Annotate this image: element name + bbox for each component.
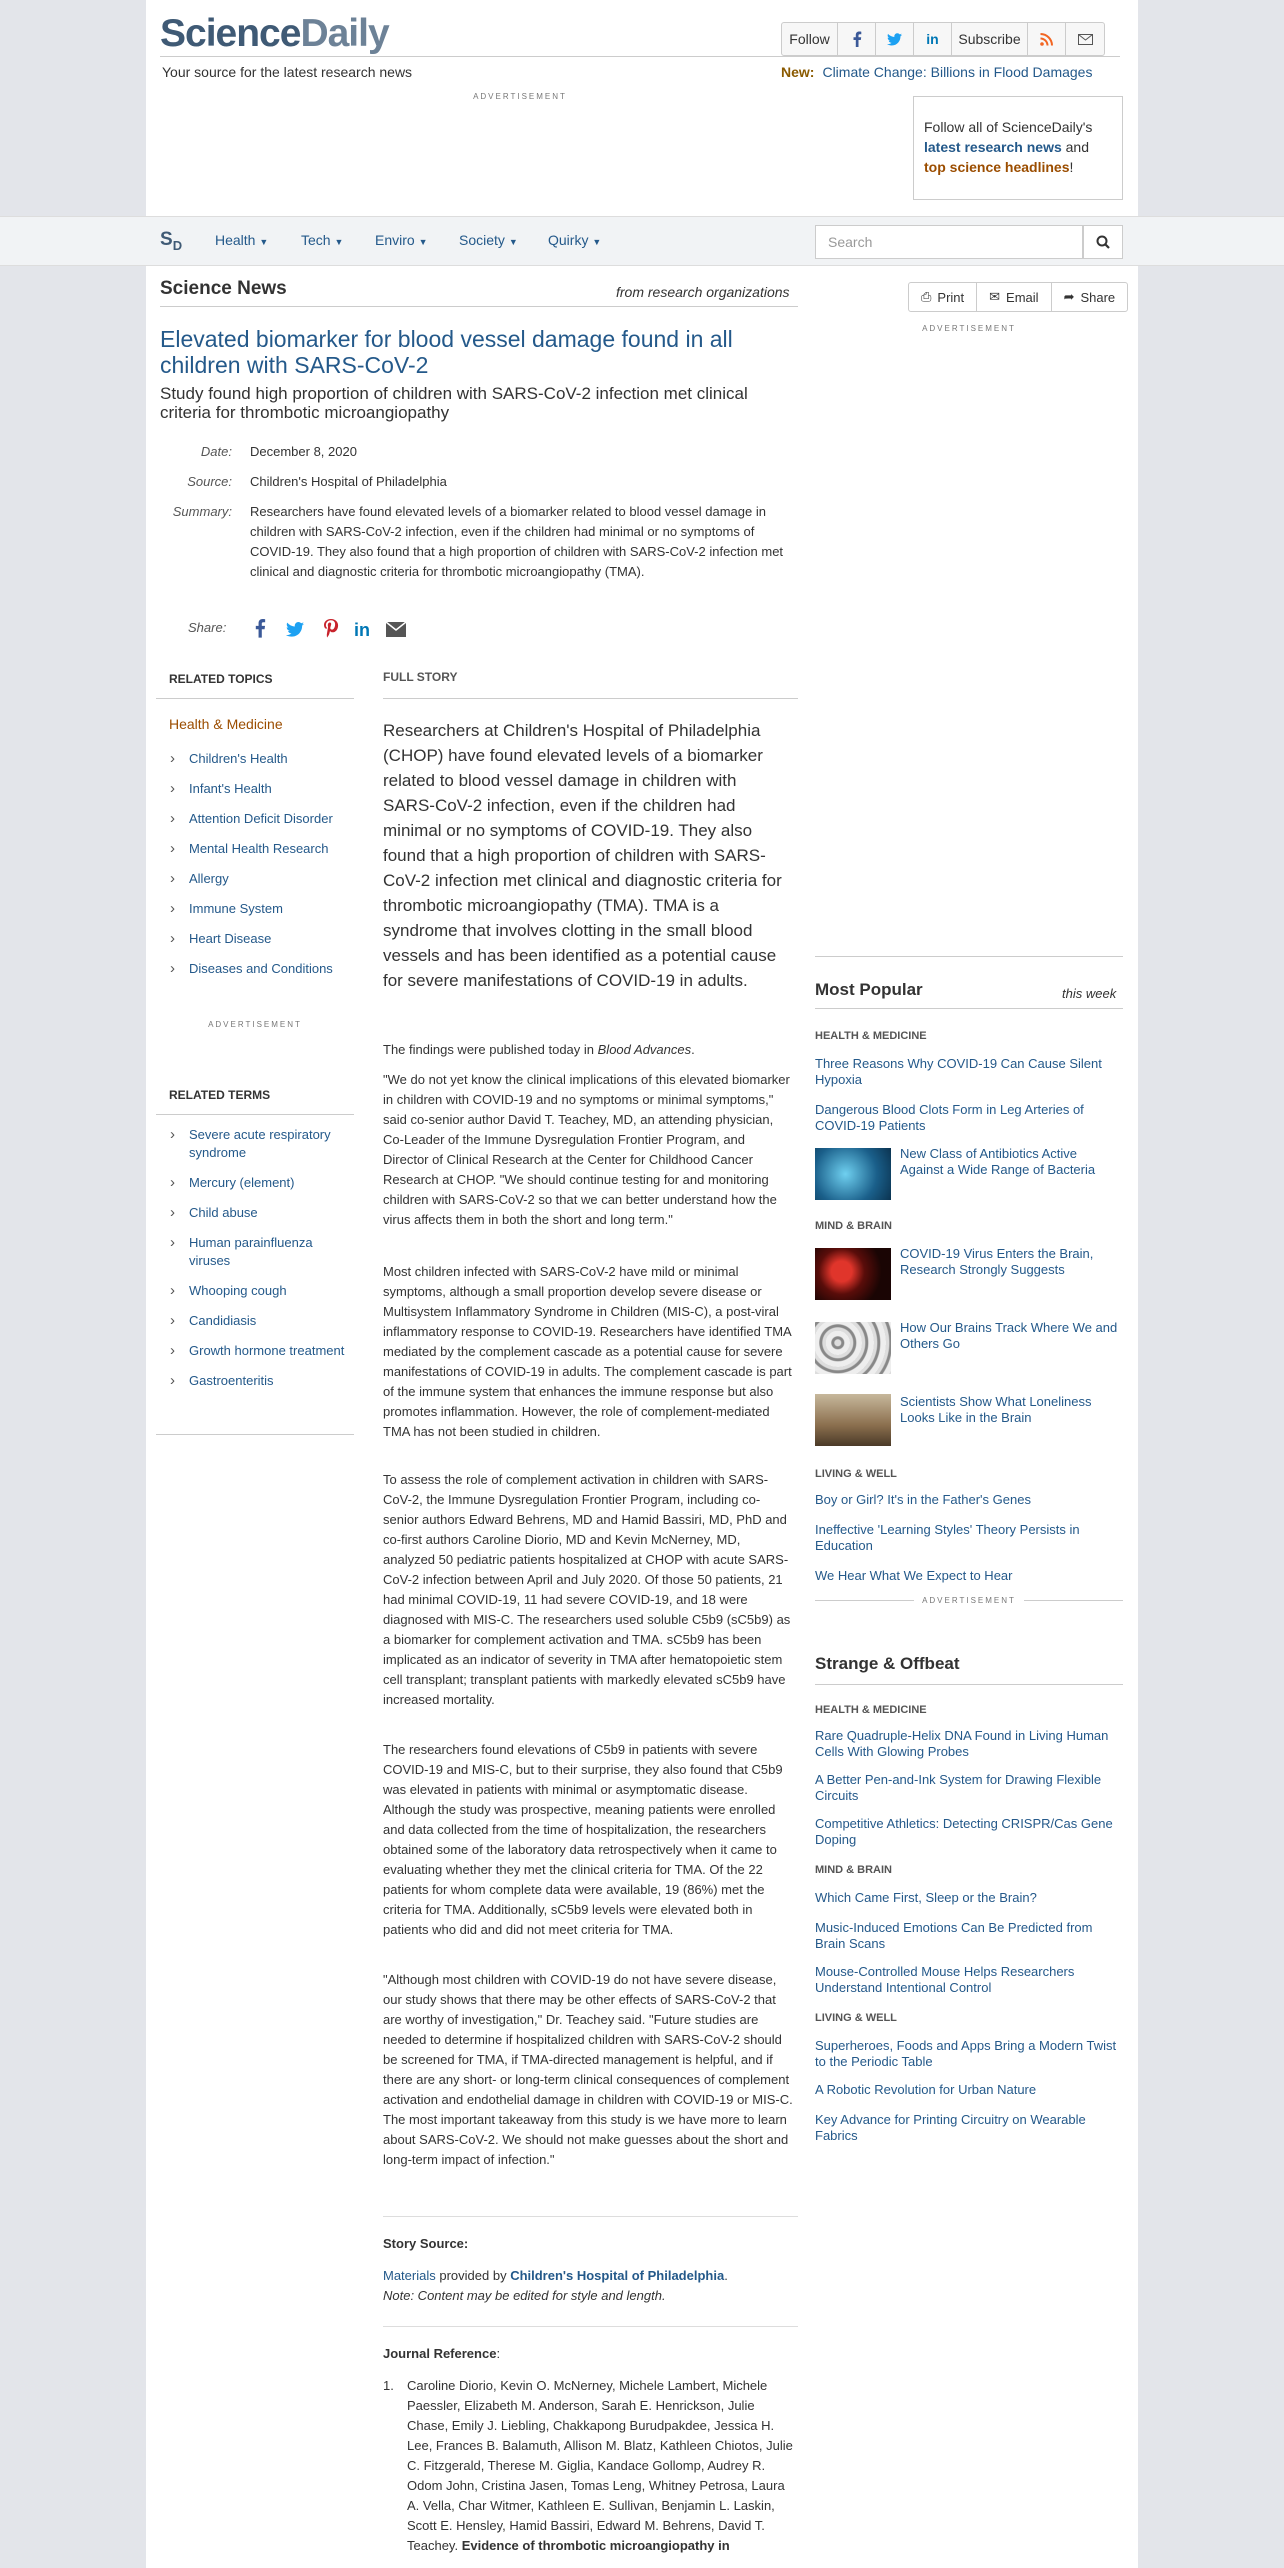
story-paragraph: To assess the role of complement activation in children with SARS-CoV-2, the Immune Dysregulation Frontier Program, including co-senior authors Edward Behrens, MD and Hamid Bassiri, MD, PhD and co-first authors Caroline Diorio, MD and Kevin McNerney, MD, analyzed 50 pediatric patients hospitalized at CHOP with acute SARS-CoV-2 infection between April and July 2020. Of those 50 patients, 21 had minimal COVID-19, 11 had severe COVID-19, and 18 were diagnosed with MIS-C. The researchers used soluble C5b9 (sC5b9) as a biomarker for complement activation and TMA. sC5b9 has been implicated as an indicator of severity in TMA after hematopoietic stem cell transplant; transplant patients with markedly elevated sC5b9 have increased mortality. [383,1472,791,1707]
related-terms-divider [156,1114,354,1115]
popular-link[interactable]: Boy or Girl? It's in the Father's Genes [815,1492,1031,1507]
chevron-down-icon: ▼ [418,237,428,247]
related-terms-list [156,1126,356,1402]
popular-link[interactable]: Three Reasons Why COVID-19 Can Cause Silent Hypoxia [815,1056,1102,1087]
strange-link[interactable]: Mouse-Controlled Mouse Helps Researchers Understand Intentional Control [815,1964,1075,1995]
popular-link[interactable]: Scientists Show What Loneliness Looks Like in the Brain [900,1394,1092,1425]
chevron-down-icon: ▼ [259,237,269,247]
related-topic-item[interactable]: › Attention Deficit Disorder [156,810,356,828]
date-label: Date: [200,444,232,459]
related-topics-divider [156,698,354,699]
story-source-heading: Story Source: [383,2236,469,2251]
nav-tech-label: Tech [301,232,331,248]
popular-link[interactable]: How Our Brains Track Where We and Others Go [900,1320,1118,1351]
search-input[interactable]: Search [815,225,1083,259]
ad-label-right: ADVERTISEMENT [922,324,1016,333]
journal-reference-heading [383,2346,500,2361]
strange-link[interactable]: Key Advance for Printing Circuitry on Wearable Fabrics [815,2112,1086,2143]
nav-bar [0,216,1284,266]
share-icon: ➦ [1063,289,1075,304]
p1-text: The findings were published today in [383,1042,598,1057]
reference-authors: Caroline Diorio, Kevin O. McNerney, Michele Lambert, Michele Paessler, Elizabeth M. Anderson, Sarah E. Henrickson, Julie Chase, Emily J. Liebling, Chakkapong Burudpakdee, Jessica H. Lee, Frances B. Balamuth, Allison M. Blatz, Kathleen Chiotos, Julie C. Fitzgerald, Therese M. Giglia, Kandace Gollomp, Audrey R. Odom John, Cristina Jasen, Tomas Leng, Whitney Petrosa, Laura A. Vella, Char Witmer, Kathleen E. Sullivan, Benjamin L. Laskin, Scott E. Hensley, Hamid Bassiri, Edward M. Behrens, David T. Teachey. [407,2378,793,2553]
related-term-item[interactable]: › Gastroenteritis [156,1372,356,1390]
related-term-item[interactable]: › Human parainfluenza viruses [156,1234,356,1270]
facebook-icon[interactable] [254,618,266,643]
follow-box [913,96,1123,200]
related-term-item[interactable]: › Whooping cough [156,1282,356,1300]
related-topic-item[interactable]: › Children's Health [156,750,356,768]
most-popular-divider [815,1008,1123,1009]
summary-label: Summary: [172,504,232,519]
tracking-thumbnail[interactable] [815,1322,891,1374]
related-topics-heading: RELATED TOPICS [169,672,273,686]
full-story-heading: FULL STORY [383,670,458,684]
subscribe-button[interactable]: Subscribe [952,23,1028,55]
print-button[interactable] [909,283,977,311]
follow-end: ! [1069,159,1074,175]
nav-logo-s: S [160,229,173,250]
related-terms-heading: RELATED TERMS [169,1088,271,1102]
pinterest-icon[interactable] [322,618,340,643]
journal-name: Blood Advances [597,1042,692,1057]
search-icon [1096,235,1110,249]
section-title[interactable]: Science News [160,278,287,299]
reference-text [407,2376,793,2556]
mail-icon[interactable] [386,622,406,642]
ad-label-left: ADVERTISEMENT [156,1020,354,1029]
linkedin-icon[interactable]: in [354,620,370,640]
story-divider [383,2326,798,2327]
header-divider [160,56,1120,57]
nav-logo[interactable] [160,229,182,253]
strange-link[interactable]: A Robotic Revolution for Urban Nature [815,2082,1037,2097]
materials-link[interactable]: Materials [383,2268,436,2283]
virus-thumbnail[interactable] [815,1248,891,1300]
top-headlines-link[interactable]: top science headlines [924,159,1070,175]
date-value: December 8, 2020 [250,444,357,459]
new-label: New: [781,64,815,80]
strange-link[interactable]: Superheroes, Foods and Apps Bring a Modern Twist to the Periodic Table [815,2038,1117,2069]
follow-and: and [1065,139,1089,155]
category-heading: MIND & BRAIN [815,1864,892,1876]
popular-link[interactable]: COVID-19 Virus Enters the Brain, Research Strongly Suggests [900,1246,1094,1277]
ad-label-top: ADVERTISEMENT [473,92,567,101]
journal-reference-colon: : [496,2346,501,2361]
strange-link[interactable]: Which Came First, Sleep or the Brain? [815,1890,1037,1905]
site-tagline: Your source for the latest research news [162,64,413,80]
related-topics-list [156,750,356,990]
chevron-down-icon: ▼ [508,237,518,247]
story-source-line [383,2266,793,2286]
email-button[interactable] [977,283,1051,311]
section-divider [160,306,798,307]
social-bar [781,22,1105,56]
category-heading: MIND & BRAIN [815,1220,892,1232]
section-from: from research organizations [616,284,790,300]
sidebar-bottom-divider [156,1434,354,1435]
most-popular-period[interactable]: this week [1062,986,1117,1001]
source-value: Children's Hospital of Philadelphia [250,474,447,489]
full-story-divider [383,698,798,699]
related-topic-item[interactable]: › Heart Disease [156,930,356,948]
nav-health[interactable] [215,232,268,248]
loneliness-thumbnail[interactable] [815,1394,891,1446]
nav-quirky[interactable] [548,232,601,248]
category-heading: HEALTH & MEDICINE [815,1704,927,1716]
share-label: Share [1080,289,1116,305]
twitter-icon[interactable] [286,622,304,642]
mail-icon[interactable] [1066,23,1104,55]
related-topic-item[interactable]: › Diseases and Conditions [156,960,356,978]
right-ad-divider [815,956,1123,957]
category-heading: LIVING & WELL [815,1468,897,1480]
summary-value: Researchers have found elevated levels of a biomarker related to blood vessel damage in children with SARS-CoV-2 infection, even if the children had minimal or no symptoms of COVID-19. They also found that a high proportion of children with SARS-CoV-2 infection met clinical and diagnostic criteria for thrombotic microangiopathy (TMA). [250,504,784,579]
email-label: Email [1006,289,1039,305]
nav-enviro[interactable] [375,232,428,248]
strange-offbeat-heading: Strange & Offbeat [815,1654,960,1673]
category-heading: LIVING & WELL [815,2012,897,2024]
nav-health-label: Health [215,232,256,248]
popular-link[interactable]: New Class of Antibiotics Active Against a Wide Range of Bacteria [900,1146,1096,1177]
rss-icon[interactable] [1028,23,1066,55]
search-button[interactable] [1083,225,1123,259]
provider-link[interactable]: Children's Hospital of Philadelphia [510,2268,725,2283]
p1-end: . [691,1042,695,1057]
nav-quirky-label: Quirky [548,232,589,248]
story-paragraph: Most children infected with SARS-CoV-2 have mild or minimal symptoms, although a small proportion develop severe disease or Multisystem Inflammatory Syndrome in Children (MIS-C), a post-viral inflammatory response to COVID-19. Researchers have identified TMA mediated by the complement cascade as a potential cause for severe manifestations of COVID-19 in adults. The complement cascade is part of the immune system that enhances the immune response but also promotes inflammation. However, the role of complement-mediated TMA has not been studied in children. [383,1264,792,1439]
related-term-item[interactable]: › Severe acute respiratory syndrome [156,1126,356,1162]
envelope-icon: ✉ [989,289,1001,304]
linkedin-icon[interactable]: in [914,23,952,55]
reference-title[interactable]: Evidence of thrombotic microangiopathy in [461,2538,730,2553]
story-paragraph [383,1040,793,1060]
site-logo[interactable] [160,12,389,56]
chevron-down-icon: ▼ [334,237,344,247]
article-subtitle: Study found high proportion of children with SARS-CoV-2 infection met clinical criteria for thrombotic microangiopathy [160,384,748,422]
article-title: Elevated biomarker for blood vessel damage found in all children with SARS-CoV-2 [160,326,733,378]
bacteria-thumbnail[interactable] [815,1148,891,1200]
category-heading: HEALTH & MEDICINE [815,1030,927,1042]
related-topic-item[interactable]: › Allergy [156,870,356,888]
popular-link[interactable]: Ineffective 'Learning Styles' Theory Persists in Education [815,1522,1080,1553]
share-label: Share: [188,620,227,635]
related-term-item[interactable]: › Candidiasis [156,1312,356,1330]
nav-logo-d: D [172,237,183,253]
nav-tech[interactable] [301,232,343,248]
story-paragraph: The researchers found elevations of C5b9 in patients with severe COVID-19 and MIS-C, but to their surprise, they also found that C5b9 was elevated in patients with minimal or asymptomatic disease. Although the study was prospective, meaning patients were enrolled and data collected from the time of hospitalization, the researchers obtained some of the laboratory data retrospectively when it came to evaluating whether they met the clinical criteria for TMA. Of the 22 patients for whom complete data were available, 19 (86%) met the criteria for TMA. Additionally, sC5b9 levels were elevated both in patients who did and did not meet criteria for TMA. [383,1742,783,1937]
strange-link[interactable]: Competitive Athletics: Detecting CRISPR/Cas Gene Doping [815,1816,1113,1847]
content-area [146,268,1138,2568]
latest-news-link[interactable]: latest research news [924,139,1062,155]
related-topic-item[interactable]: › Mental Health Research [156,840,356,858]
story-paragraph: "We do not yet know the clinical implications of this elevated biomarker in children with COVID-19 and no symptoms or minimal symptoms," said co-senior author David T. Teachey, MD, an attending physician, Co-Leader of the Immune Dysregulation Frontier Program, and Director of Clinical Research at the Center for Childhood Cancer Research at CHOP. "We should continue testing for and monitoring children with SARS-CoV-2 so that we can better understand how the virus affects them in both the short and long term." [383,1072,790,1227]
article-toolbar [908,282,1128,312]
story-divider [383,2216,798,2217]
related-topic-item[interactable]: › Infant's Health [156,780,356,798]
follow-box-text: Follow all of ScienceDaily's [924,119,1093,135]
ad-label-right-2 [815,1596,1123,1605]
share-button[interactable] [1052,283,1128,311]
source-label: Source: [187,474,232,489]
provider-end: . [724,2268,728,2283]
edit-note: Note: Content may be edited for style and length. [383,2288,666,2303]
popular-link[interactable]: Dangerous Blood Clots Form in Leg Arteries of COVID-19 Patients [815,1102,1084,1133]
strange-divider [815,1684,1123,1685]
nav-enviro-label: Enviro [375,232,415,248]
story-paragraph: "Although most children with COVID-19 do not have severe disease, our study shows that there may be other effects of SARS-CoV-2 that are worthy of investigation," Dr. Teachey said. "Future studies are needed to determine if hospitalized children with SARS-CoV-2 should be screened for TMA, if TMA-directed management is helpful, and if there are any short- or long-term clinical consequences of complement activation and endothelial damage in children with COVID-19 or MIS-C. The most important takeaway from this study is we have more to learn about SARS-CoV-2. We should not make guesses about the short and long-term impact of infection." [383,1972,793,2167]
follow-button[interactable]: Follow [782,23,838,55]
strange-link[interactable]: Music-Induced Emotions Can Be Predicted from Brain Scans [815,1920,1093,1951]
most-popular-heading: Most Popular [815,980,923,999]
related-topic-item[interactable]: › Immune System [156,900,356,918]
provided-by-text: provided by [435,2268,511,2283]
strange-link[interactable]: A Better Pen-and-Ink System for Drawing Flexible Circuits [815,1772,1102,1803]
logo-science: Science [160,12,301,55]
print-icon: ⎙ [921,289,932,304]
logo-daily: Daily [300,12,389,55]
new-bar [781,64,1092,80]
reference-number: 1. [383,2378,394,2393]
journal-reference-label: Journal Reference [383,2346,497,2361]
related-topics-category[interactable]: Health & Medicine [169,716,283,732]
popular-link[interactable]: We Hear What We Expect to Hear [815,1568,1013,1583]
story-lede: Researchers at Children's Hospital of Philadelphia (CHOP) have found elevated levels of a biomarker related to blood vessel damage in children with SARS-CoV-2 infection, even if the children had minimal or no symptoms of COVID-19. They also found that a high proportion of children with SARS-CoV-2 infection met clinical and diagnostic criteria for thrombotic microangiopathy (TMA). TMA is a syndrome that involves clotting in the small blood vessels and has been identified as a potential cause for severe manifestations of COVID-19 in adults. [383,721,782,990]
strange-link[interactable]: Rare Quadruple-Helix DNA Found in Living Human Cells With Glowing Probes [815,1728,1109,1759]
related-term-item[interactable]: › Mercury (element) [156,1174,356,1192]
related-term-item[interactable]: › Child abuse [156,1204,356,1222]
twitter-icon[interactable] [876,23,914,55]
nav-society[interactable] [459,232,518,248]
print-label: Print [937,289,965,305]
related-term-item[interactable]: › Growth hormone treatment [156,1342,356,1360]
nav-society-label: Society [459,232,505,248]
facebook-icon[interactable] [838,23,876,55]
chevron-down-icon: ▼ [592,237,602,247]
ad-label-text: ADVERTISEMENT [914,1596,1024,1605]
new-link[interactable]: Climate Change: Billions in Flood Damages [822,64,1093,80]
